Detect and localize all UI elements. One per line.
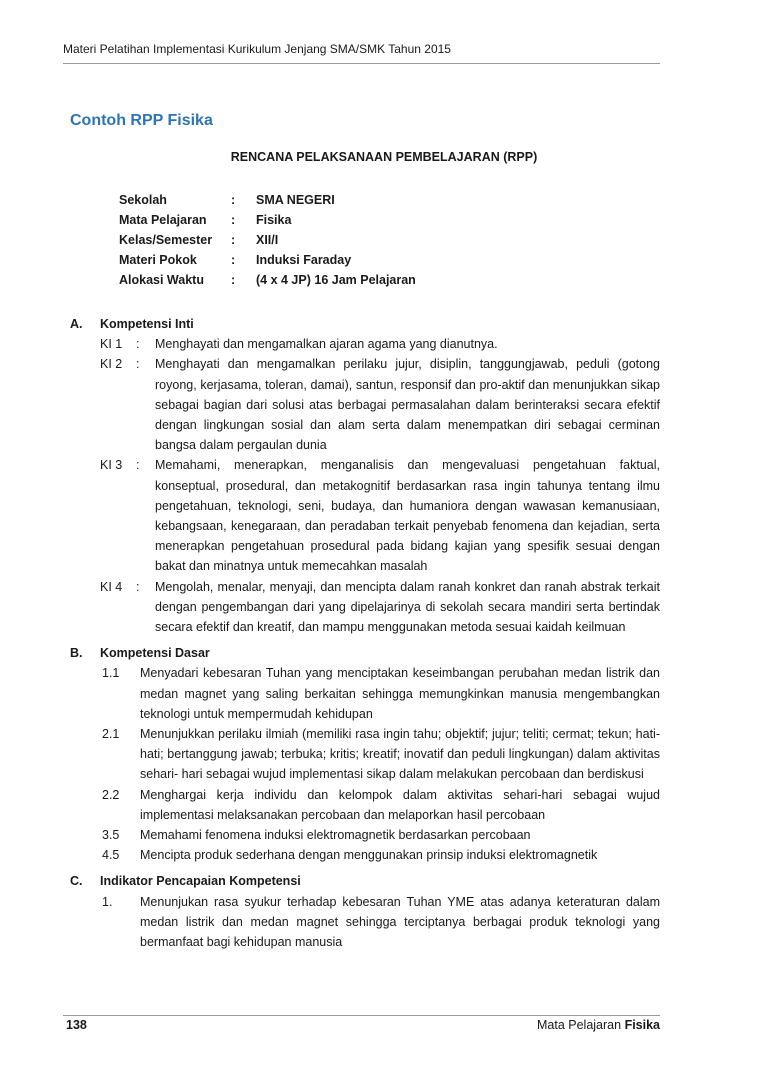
footer-subject-name: Fisika xyxy=(624,1018,660,1032)
page-title: Contoh RPP Fisika xyxy=(70,112,213,129)
identity-value: XII/I xyxy=(256,233,279,247)
ki-item xyxy=(70,455,660,576)
page-number: 138 xyxy=(66,1018,87,1032)
kd-number: 1.1 xyxy=(102,666,120,681)
kd-text: Menghargai kerja individu dan kelompok dalam aktivitas sehari-hari sebagai wujud implementasi melaksanakan percobaan dan melaporkan hasil percobaan xyxy=(140,787,660,822)
section-title: Kompetensi Dasar xyxy=(100,646,210,661)
identity-key: Sekolah xyxy=(119,193,167,207)
identity-row-kelas-semester xyxy=(119,230,416,250)
identity-row-sekolah xyxy=(119,190,416,210)
section-heading-a xyxy=(70,314,660,334)
kd-item xyxy=(70,724,660,785)
page-header: Materi Pelatihan Implementasi Kurikulum Jenjang SMA/SMK Tahun 2015 xyxy=(63,42,451,56)
section-heading-c xyxy=(70,871,660,891)
identity-row-mata-pelajaran xyxy=(119,210,416,230)
indicator-item xyxy=(70,892,660,953)
ki-number: KI 3 xyxy=(100,458,123,473)
identity-colon: : xyxy=(231,233,236,247)
footer-label: Mata Pelajaran xyxy=(537,1018,622,1032)
header-divider xyxy=(63,63,660,64)
section-letter: B. xyxy=(70,646,83,661)
section-letter: C. xyxy=(70,874,83,889)
section-heading-b xyxy=(70,643,660,663)
ki-colon: : xyxy=(136,458,140,473)
identity-table xyxy=(119,190,416,290)
kd-number: 2.1 xyxy=(102,727,120,742)
section-title: Kompetensi Inti xyxy=(100,317,194,331)
identity-colon: : xyxy=(231,193,236,207)
kd-number: 2.2 xyxy=(102,787,120,802)
kd-item xyxy=(70,845,660,865)
kd-text: Menyadari kebesaran Tuhan yang menciptakan keseimbangan perubahan medan listrik dan medan magnet yang saling berkaitan sehingga memungkinkan manusia mengembangkan teknologi untuk mempermudah kehidupan xyxy=(140,666,660,721)
identity-value: Fisika xyxy=(256,213,292,227)
ki-text: Memahami, menerapkan, menganalisis dan mengevaluasi pengetahuan faktual, konseptual, prosedural, dan metakognitif berdasarkan rasa ingin tahunya tentang ilmu pengetahuan, teknologi, seni, budaya, dan humaniora dengan wawasan kemanusiaan, kebangsaan, kenegaraan, dan peradaban terkait penyebab fenomena dan kejadian, serta menerapkan pengetahuan prosedural pada bidang kajian yang spesifik sesuai dengan bakat dan minatnya untuk memecahkan masalah xyxy=(155,458,660,574)
identity-row-materi-pokok xyxy=(119,250,416,270)
ki-number: KI 4 xyxy=(100,579,123,594)
ki-text: Menghayati dan mengamalkan ajaran agama yang dianutnya. xyxy=(155,337,498,352)
footer-subject xyxy=(537,1018,660,1032)
kd-text: Memahami fenomena induksi elektromagnetik berdasarkan percobaan xyxy=(140,828,531,843)
document-body xyxy=(70,314,660,952)
identity-key: Materi Pokok xyxy=(119,253,197,267)
ki-item xyxy=(70,577,660,638)
kd-number: 4.5 xyxy=(102,848,120,863)
ki-number: KI 2 xyxy=(100,357,123,372)
identity-key: Mata Pelajaran xyxy=(119,213,207,227)
identity-row-alokasi-waktu xyxy=(119,270,416,290)
identity-value: Induksi Faraday xyxy=(256,253,352,267)
ki-text: Mengolah, menalar, menyaji, dan mencipta dalam ranah konkret dan ranah abstrak terkait dengan pengembangan dari yang dipelajarinya di sekolah secara mandiri serta bertindak secara efektif dan kreatif, dan mampu menggunakan metoda sesuai kaidah keilmuan xyxy=(155,579,660,635)
kd-item xyxy=(70,785,660,825)
identity-key: Alokasi Waktu xyxy=(119,273,204,287)
ki-colon: : xyxy=(136,337,140,352)
footer-divider xyxy=(63,1015,660,1016)
ki-number: KI 1 xyxy=(100,337,123,352)
ki-colon: : xyxy=(136,579,140,594)
kd-item xyxy=(70,663,660,724)
identity-key: Kelas/Semester xyxy=(119,233,213,247)
kd-text: Mencipta produk sederhana dengan menggunakan prinsip induksi elektromagnetik xyxy=(140,848,598,863)
identity-value: SMA NEGERI xyxy=(256,193,335,207)
ki-item xyxy=(70,334,660,354)
ki-colon: : xyxy=(136,357,140,372)
identity-value: (4 x 4 JP) 16 Jam Pelajaran xyxy=(256,273,416,287)
section-letter: A. xyxy=(70,317,83,331)
rpp-title: RENCANA PELAKSANAAN PEMBELAJARAN (RPP) xyxy=(230,150,538,164)
ki-item xyxy=(70,354,660,455)
identity-colon: : xyxy=(231,273,236,287)
kd-text: Menunjukkan perilaku ilmiah (memiliki rasa ingin tahu; objektif; jujur; teliti; cermat; tekun; hati-hati; bertanggung jawab; terbuka; kritis; kreatif; inovatif dan peduli lingkungan) dalam aktivitas sehari- hari sebagai wujud implementasi sikap dalam melakukan percobaan dan berdiskusi xyxy=(140,727,660,782)
section-title: Indikator Pencapaian Kompetensi xyxy=(100,874,301,889)
identity-colon: : xyxy=(231,213,236,227)
indicator-number: 1. xyxy=(102,894,113,909)
kd-item xyxy=(70,825,660,845)
ki-text: Menghayati dan mengamalkan perilaku jujur, disiplin, tanggungjawab, peduli (gotong royong, kerjasama, toleran, damai), santun, responsif dan pro-aktif dan menunjukkan sikap sebagai bagian dari solusi atas berbagai permasalahan dalam berinteraksi secara efektif dengan lingkungan sosial dan alam serta dalam menempatkan diri sebagai cerminan bangsa dalam pergaulan dunia xyxy=(155,357,660,453)
kd-number: 3.5 xyxy=(102,828,120,843)
identity-colon: : xyxy=(231,253,236,267)
indicator-text: Menunjukan rasa syukur terhadap kebesaran Tuhan YME atas adanya keteraturan dalam medan listrik dan medan magnet sehingga terciptanya berbagai produk teknologi yang bermanfaat bagi kehidupan manusia xyxy=(140,894,660,950)
